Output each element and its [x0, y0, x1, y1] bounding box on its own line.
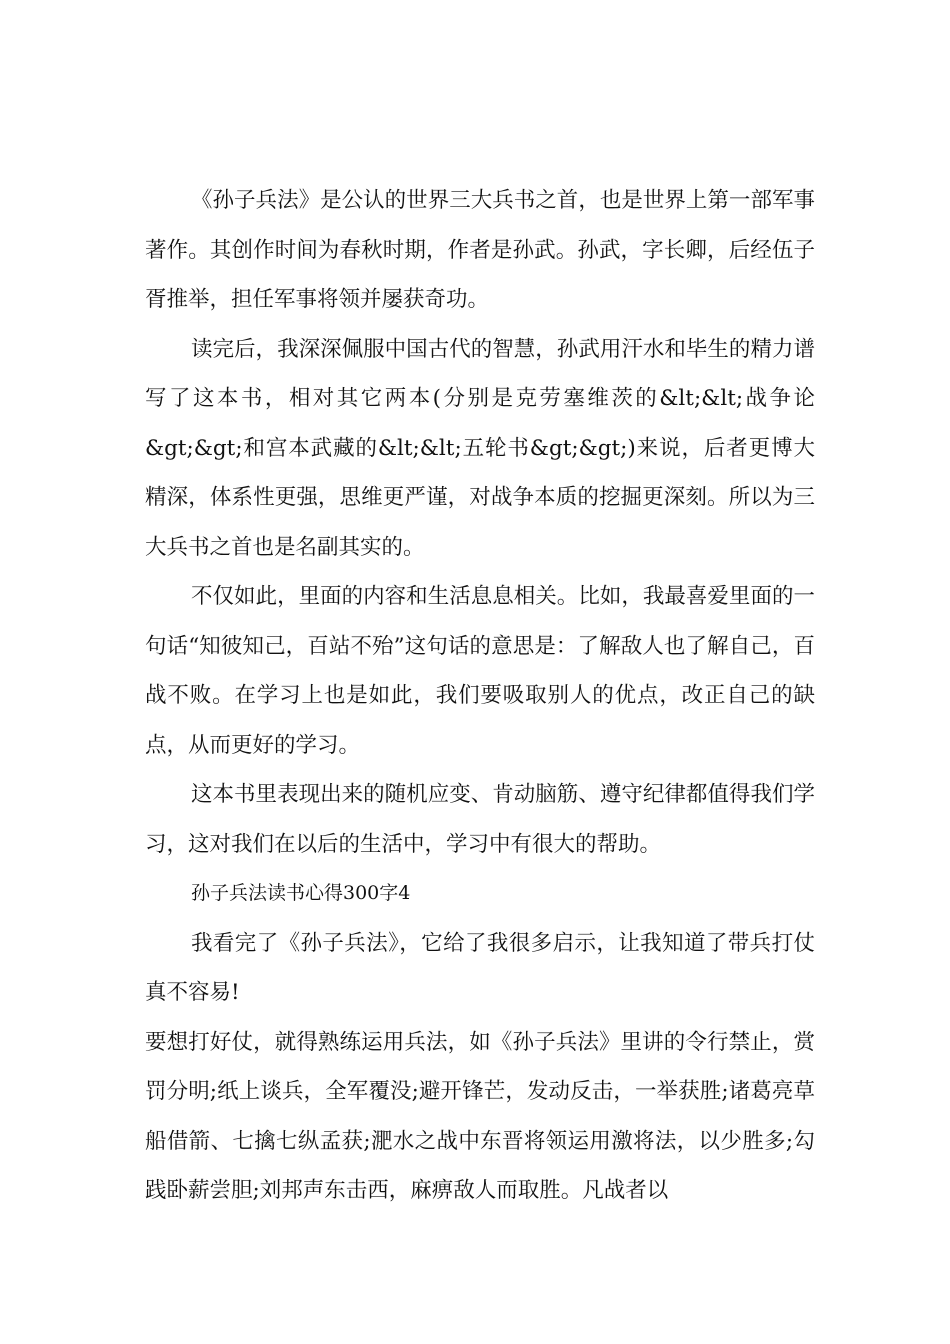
- section-heading: 孙子兵法读书心得300字4: [191, 882, 411, 904]
- paragraph-2: 读完后，我深深佩服中国古代的智慧，孙武用汗水和毕生的精力谱写了这本书，相对其它两本(分别是克劳塞维茨的&lt;&lt;战争论&gt;&gt;和宫本武藏的&lt;&lt;五轮书&gt;&gt;)来说，后者更博大精深，体系性更强，思维更严谨，对战争本质的挖掘更深刻。所以为三大兵书之首也是名副其实的。: [145, 336, 815, 560]
- paragraph-5: 我看完了《孙子兵法》，它给了我很多启示，让我知道了带兵打仗真不容易!: [145, 930, 815, 1005]
- paragraph-3: 不仅如此，里面的内容和生活息息相关。比如，我最喜爱里面的一句话“知彼知己，百站不殆”这句话的意思是：了解敌人也了解自己，百战不败。在学习上也是如此，我们要吸取别人的优点，改正自己的缺点，从而更好的学习。: [145, 584, 815, 758]
- paragraph-1: 《孙子兵法》是公认的世界三大兵书之首，也是世界上第一部军事著作。其创作时间为春秋时期，作者是孙武。孙武，字长卿，后经伍子胥推举，担任军事将领并屡获奇功。: [145, 188, 815, 312]
- document-body: [145, 176, 815, 1216]
- paragraph-6: 要想打好仗，就得熟练运用兵法，如《孙子兵法》里讲的令行禁止，赏罚分明;纸上谈兵，全军覆没;避开锋芒，发动反击，一举获胜;诸葛亮草船借箭、七擒七纵孟获;淝水之战中东晋将领运用激将法，以少胜多;勾践卧薪尝胆;刘邦声东击西，麻痹敌人而取胜。凡战者以: [145, 1029, 815, 1203]
- paragraph-4: 这本书里表现出来的随机应变、肯动脑筋、遵守纪律都值得我们学习，这对我们在以后的生活中，学习中有很大的帮助。: [145, 782, 815, 857]
